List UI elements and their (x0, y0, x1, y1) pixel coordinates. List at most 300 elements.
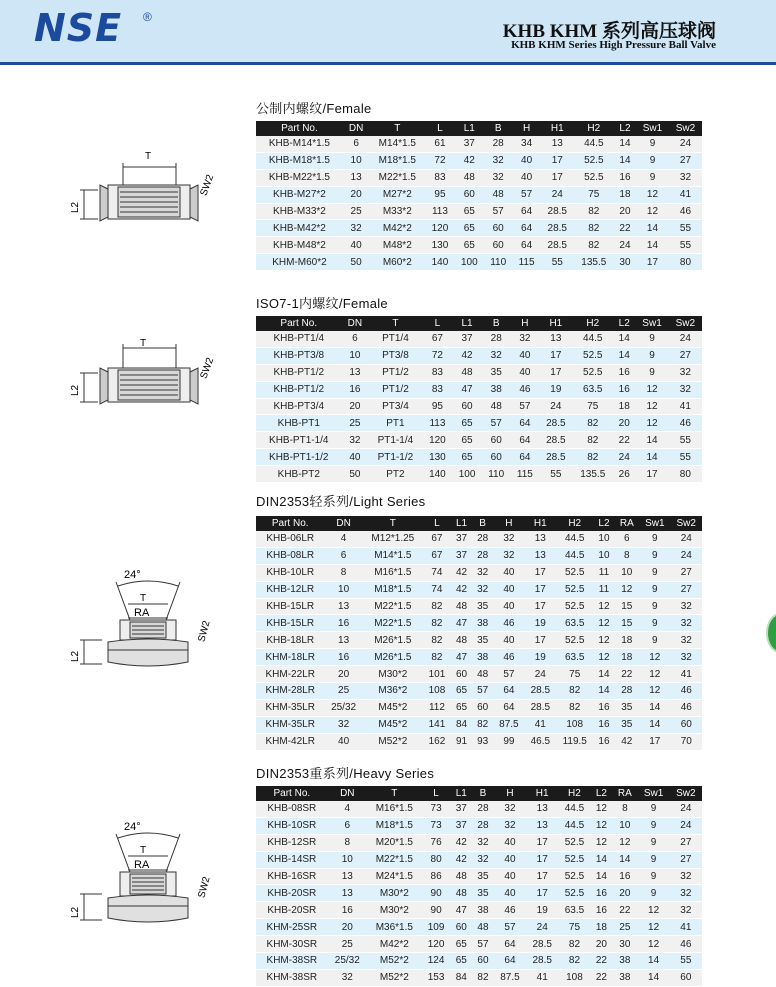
table-cell: 13 (324, 598, 362, 615)
table-cell: 64 (511, 432, 540, 449)
column-header: T (368, 316, 422, 331)
table-cell: 90 (422, 902, 451, 919)
table-cell: 40 (324, 733, 362, 750)
table-cell: 18 (614, 186, 636, 203)
table-cell: 12 (637, 936, 669, 953)
table-cell: 65 (451, 699, 472, 716)
fitting-drawing-heavy-series (68, 812, 223, 942)
table-cell: 9 (637, 885, 669, 902)
table-cell: 9 (637, 801, 669, 817)
table-cell: 16 (593, 699, 614, 716)
table-cell: 48 (451, 632, 472, 649)
table-cell: 6 (615, 531, 640, 547)
spec-table-heavy-series (256, 786, 702, 987)
table-cell: M20*1.5 (367, 834, 422, 851)
table-row (256, 254, 702, 271)
table-cell: 11 (593, 581, 614, 598)
table-cell: 47 (450, 902, 472, 919)
table-cell: 61 (425, 136, 454, 152)
table-cell: 12 (593, 598, 614, 615)
table-cell: 37 (451, 547, 472, 564)
table-cell: KHB-15LR (256, 598, 324, 615)
table-cell: 17 (525, 632, 556, 649)
table-cell: KHB-20SR (256, 902, 328, 919)
column-header: T (367, 786, 422, 801)
table-cell: 82 (423, 632, 451, 649)
table-cell: 46 (494, 902, 526, 919)
table-row (256, 364, 702, 381)
table-cell: 37 (452, 331, 482, 347)
table-cell: 82 (556, 699, 593, 716)
column-header: H2 (556, 516, 593, 531)
table-cell: 46 (671, 699, 703, 716)
table-cell: 32 (472, 581, 493, 598)
table-cell: KHB-PT1-1/2 (256, 449, 342, 466)
table-cell: M42*2 (369, 220, 425, 237)
section-title-female-metric: 公制内螺纹/Female (256, 101, 372, 116)
column-header: L2 (614, 121, 636, 136)
table-cell: 82 (423, 615, 451, 632)
column-header: DN (343, 121, 369, 136)
table-cell: 24 (670, 801, 702, 817)
table-cell: PT1/2 (368, 364, 422, 381)
table-cell: M12*1.25 (363, 531, 423, 547)
table-header-row (256, 316, 702, 331)
column-header: RA (615, 516, 640, 531)
table-cell: KHB-PT1-1/4 (256, 432, 342, 449)
table-cell: 60 (482, 432, 511, 449)
table-cell: PT1 (368, 415, 422, 432)
table-cell: 50 (342, 466, 369, 483)
dimension-label-l2: L2 (70, 906, 81, 918)
table-cell: PT1/4 (368, 331, 422, 347)
table-cell: 46 (511, 381, 540, 398)
table-cell: KHB-PT2 (256, 466, 342, 483)
table-cell: 28.5 (525, 699, 556, 716)
table-cell: 108 (423, 683, 451, 700)
table-cell: 65 (451, 683, 472, 700)
section-title-light-series: DIN2353轻系列/Light Series (256, 494, 426, 509)
table-cell: 48 (472, 666, 493, 683)
table-row (256, 733, 702, 750)
table-cell: KHB-PT1/2 (256, 364, 342, 381)
column-header: H (494, 786, 526, 801)
table-cell: 64 (511, 415, 540, 432)
table-cell: 12 (591, 801, 613, 817)
table-cell: 60 (451, 666, 472, 683)
table-cell: 65 (455, 220, 484, 237)
table-cell: 28 (472, 801, 494, 817)
table-row (256, 716, 702, 733)
table-cell: 38 (472, 615, 493, 632)
table-cell: 140 (423, 466, 453, 483)
side-tab-icon[interactable] (766, 613, 776, 653)
table-cell: M26*1.5 (363, 649, 423, 666)
table-cell: 9 (637, 851, 669, 868)
table-cell: 70 (671, 733, 703, 750)
table-row (256, 581, 702, 598)
table-cell: 65 (452, 432, 482, 449)
table-cell: 24 (614, 237, 636, 254)
table-cell: 19 (526, 902, 558, 919)
fitting-drawing-female-metric (68, 145, 218, 235)
table-cell: 27 (671, 564, 703, 581)
table-cell: KHM-M60*2 (256, 254, 343, 271)
column-header: Sw2 (671, 516, 703, 531)
table-cell: 57 (511, 398, 540, 415)
table-cell: 12 (591, 834, 613, 851)
table-cell: 75 (558, 919, 590, 936)
table-cell: 16 (328, 902, 367, 919)
table-cell: M14*1.5 (363, 547, 423, 564)
table-cell: 44.5 (556, 531, 593, 547)
table-cell: 60 (472, 699, 493, 716)
table-cell: 17 (525, 581, 556, 598)
dimension-label-sw2: SW2 (198, 173, 217, 198)
table-cell: 57 (484, 203, 512, 220)
table-cell: 130 (423, 449, 453, 466)
table-cell: 14 (591, 851, 613, 868)
table-cell: 13 (328, 885, 367, 902)
table-cell: 32 (328, 969, 367, 986)
table-cell: 35 (615, 716, 640, 733)
table-cell: 25/32 (328, 953, 367, 970)
table-cell: 32 (482, 347, 511, 364)
table-row (256, 598, 702, 615)
table-cell: 140 (425, 254, 454, 271)
table-cell: 42 (450, 851, 472, 868)
dimension-label-t: T (140, 338, 147, 349)
table-cell: 46 (493, 615, 524, 632)
table-cell: 24 (670, 817, 702, 834)
table-cell: 19 (525, 649, 556, 666)
table-cell: 115 (512, 254, 540, 271)
table-cell: 48 (484, 186, 512, 203)
column-header: H1 (541, 121, 574, 136)
table-cell: 32 (472, 851, 494, 868)
table-cell: PT2 (368, 466, 422, 483)
table-cell: 52.5 (558, 885, 590, 902)
table-cell: 135.5 (572, 466, 613, 483)
table-cell: 14 (612, 851, 637, 868)
table-cell: 12 (636, 203, 669, 220)
table-cell: 64 (512, 237, 540, 254)
table-row (256, 953, 702, 970)
table-cell: 120 (423, 432, 453, 449)
table-cell: 63.5 (558, 902, 590, 919)
table-cell: 28.5 (541, 237, 574, 254)
table-cell: M18*1.5 (369, 152, 425, 169)
table-cell: M42*2 (367, 936, 422, 953)
table-cell: 82 (572, 449, 613, 466)
table-cell: 17 (525, 598, 556, 615)
table-cell: 72 (425, 152, 454, 169)
table-cell: 24 (613, 449, 635, 466)
table-cell: 20 (614, 203, 636, 220)
table-cell: 55 (669, 449, 702, 466)
page-title: KHB KHM 系列高压球阀 (502, 21, 716, 42)
column-header: H (511, 316, 540, 331)
table-row (256, 381, 702, 398)
table-cell: 32 (669, 381, 702, 398)
table-cell: 17 (526, 868, 558, 885)
dimension-label-l2: L2 (70, 650, 81, 662)
table-cell: 27 (669, 347, 702, 364)
table-cell: 37 (450, 817, 472, 834)
table-cell: 12 (639, 649, 670, 666)
table-row (256, 851, 702, 868)
table-cell: 14 (614, 152, 636, 169)
table-cell: M45*2 (363, 699, 423, 716)
table-cell: 64 (494, 936, 526, 953)
table-cell: KHB-10LR (256, 564, 324, 581)
table-row (256, 902, 702, 919)
table-cell: 47 (451, 615, 472, 632)
table-cell: 57 (472, 936, 494, 953)
table-cell: 9 (635, 364, 668, 381)
table-cell: 63.5 (556, 615, 593, 632)
table-cell: 10 (615, 564, 640, 581)
table-cell: 60 (671, 716, 703, 733)
table-cell: 40 (494, 851, 526, 868)
table-cell: 24 (525, 666, 556, 683)
table-cell: 8 (328, 834, 367, 851)
table-cell: 12 (635, 398, 668, 415)
table-cell: 12 (639, 666, 670, 683)
table-cell: 10 (612, 817, 637, 834)
table-cell: 44.5 (574, 136, 614, 152)
table-cell: 67 (423, 547, 451, 564)
table-cell: 38 (612, 953, 637, 970)
table-cell: 17 (541, 169, 574, 186)
table-cell: 20 (613, 415, 635, 432)
table-row (256, 432, 702, 449)
column-header: L2 (593, 516, 614, 531)
table-cell: 30 (614, 254, 636, 271)
table-cell: KHM-30SR (256, 936, 328, 953)
table-cell: 52.5 (574, 169, 614, 186)
table-cell: 35 (472, 868, 494, 885)
table-cell: 35 (472, 632, 493, 649)
table-cell: 14 (636, 237, 669, 254)
column-header: H1 (525, 516, 556, 531)
column-header: H1 (539, 316, 572, 331)
table-cell: 32 (670, 885, 702, 902)
table-cell: M22*1.5 (369, 169, 425, 186)
column-header: H (493, 516, 524, 531)
table-cell: 40 (493, 598, 524, 615)
table-cell: 17 (541, 152, 574, 169)
column-header: L2 (613, 316, 635, 331)
table-cell: 24 (671, 531, 703, 547)
table-header-row (256, 121, 702, 136)
table-cell: 25/32 (324, 699, 362, 716)
table-row (256, 834, 702, 851)
angle-label: 24° (124, 821, 141, 833)
table-row (256, 885, 702, 902)
table-cell: 32 (472, 834, 494, 851)
table-cell: 32 (669, 169, 702, 186)
table-cell: 60 (450, 919, 472, 936)
table-cell: 57 (494, 919, 526, 936)
table-cell: 67 (423, 531, 451, 547)
fitting-drawing-light-series (68, 560, 223, 690)
table-cell: 12 (637, 919, 669, 936)
table-cell: 108 (558, 969, 590, 986)
table-cell: 17 (636, 254, 669, 271)
table-cell: 113 (425, 203, 454, 220)
dimension-label-sw2: SW2 (198, 356, 217, 381)
table-cell: 25 (342, 415, 369, 432)
table-cell: 46.5 (525, 733, 556, 750)
table-cell: 91 (451, 733, 472, 750)
table-cell: 17 (525, 564, 556, 581)
table-cell: 60 (482, 449, 511, 466)
table-cell: 28 (482, 331, 511, 347)
column-header: B (482, 316, 511, 331)
table-cell: KHM-38SR (256, 953, 328, 970)
table-row (256, 801, 702, 817)
table-cell: 73 (422, 817, 451, 834)
table-cell: 17 (526, 885, 558, 902)
table-cell: 82 (558, 936, 590, 953)
table-cell: 27 (671, 581, 703, 598)
table-cell: 4 (328, 801, 367, 817)
column-header: Part No. (256, 786, 328, 801)
column-header: L (423, 516, 451, 531)
table-cell: 13 (525, 531, 556, 547)
table-cell: 119.5 (556, 733, 593, 750)
table-cell: 32 (494, 817, 526, 834)
table-row (256, 347, 702, 364)
table-cell: 10 (343, 152, 369, 169)
table-cell: 38 (482, 381, 511, 398)
column-header: H2 (574, 121, 614, 136)
table-cell: 32 (472, 564, 493, 581)
table-cell: KHB-06LR (256, 531, 324, 547)
table-cell: 17 (635, 466, 668, 483)
table-cell: 82 (558, 953, 590, 970)
table-cell: 75 (572, 398, 613, 415)
table-cell: 14 (593, 683, 614, 700)
table-header-row (256, 516, 702, 531)
table-cell: KHB-20SR (256, 885, 328, 902)
table-cell: 73 (422, 801, 451, 817)
table-row (256, 564, 702, 581)
table-cell: 17 (526, 851, 558, 868)
table-cell: 48 (455, 169, 484, 186)
table-cell: KHB-12SR (256, 834, 328, 851)
table-cell: 52.5 (558, 868, 590, 885)
table-cell: KHB-15LR (256, 615, 324, 632)
table-cell: 14 (639, 716, 670, 733)
table-cell: M60*2 (369, 254, 425, 271)
table-cell: M14*1.5 (369, 136, 425, 152)
table-cell: 115 (511, 466, 540, 483)
table-cell: 17 (539, 347, 572, 364)
table-cell: 40 (494, 834, 526, 851)
table-row (256, 136, 702, 152)
table-cell: 16 (324, 649, 362, 666)
table-cell: 15 (615, 615, 640, 632)
table-cell: 18 (613, 398, 635, 415)
table-cell: 38 (472, 902, 494, 919)
table-cell: 20 (342, 398, 369, 415)
table-cell: 60 (452, 398, 482, 415)
table-cell: 93 (472, 733, 493, 750)
table-cell: 16 (593, 733, 614, 750)
table-cell: 12 (593, 649, 614, 666)
table-cell: 65 (452, 415, 482, 432)
column-header: Sw1 (635, 316, 668, 331)
table-cell: 63.5 (556, 649, 593, 666)
table-row (256, 220, 702, 237)
table-cell: 14 (613, 347, 635, 364)
table-cell: 40 (494, 885, 526, 902)
table-cell: KHB-PT1/2 (256, 381, 342, 398)
table-cell: 40 (511, 364, 540, 381)
table-cell: KHB-12LR (256, 581, 324, 598)
table-cell: 55 (539, 466, 572, 483)
table-cell: 48 (472, 919, 494, 936)
table-cell: M22*1.5 (363, 615, 423, 632)
table-cell: M52*2 (367, 969, 422, 986)
table-cell: 41 (526, 969, 558, 986)
table-row (256, 683, 702, 700)
table-cell: 74 (423, 581, 451, 598)
table-row (256, 632, 702, 649)
spec-table-female-metric (256, 121, 702, 271)
table-cell: 24 (669, 331, 702, 347)
table-cell: 44.5 (558, 801, 590, 817)
table-cell: PT3/4 (368, 398, 422, 415)
table-cell: 35 (472, 885, 494, 902)
table-cell: 13 (541, 136, 574, 152)
table-cell: 52.5 (556, 564, 593, 581)
table-cell: 65 (450, 936, 472, 953)
table-row (256, 969, 702, 986)
table-cell: 8 (612, 801, 637, 817)
table-cell: 12 (635, 415, 668, 432)
table-cell: 27 (669, 152, 702, 169)
table-cell: M33*2 (369, 203, 425, 220)
table-row (256, 699, 702, 716)
table-cell: 16 (614, 169, 636, 186)
table-cell: 60 (455, 186, 484, 203)
table-cell: 14 (614, 136, 636, 152)
dimension-label-sw2: SW2 (196, 619, 213, 644)
table-cell: 4 (324, 531, 362, 547)
table-cell: 22 (614, 220, 636, 237)
table-cell: 42 (451, 564, 472, 581)
table-cell: 9 (639, 547, 670, 564)
table-cell: 95 (423, 398, 453, 415)
column-header: Sw2 (669, 316, 702, 331)
table-cell: 10 (593, 531, 614, 547)
table-cell: KHM-35LR (256, 699, 324, 716)
table-cell: 38 (612, 969, 637, 986)
table-cell: 16 (342, 381, 369, 398)
table-cell: 44.5 (558, 817, 590, 834)
column-header: L2 (591, 786, 613, 801)
table-cell: 24 (541, 186, 574, 203)
table-cell: 41 (669, 186, 702, 203)
table-cell: 82 (472, 969, 494, 986)
column-header: L (423, 316, 453, 331)
table-cell: KHB-10SR (256, 817, 328, 834)
table-cell: 22 (591, 953, 613, 970)
column-header: L (422, 786, 451, 801)
